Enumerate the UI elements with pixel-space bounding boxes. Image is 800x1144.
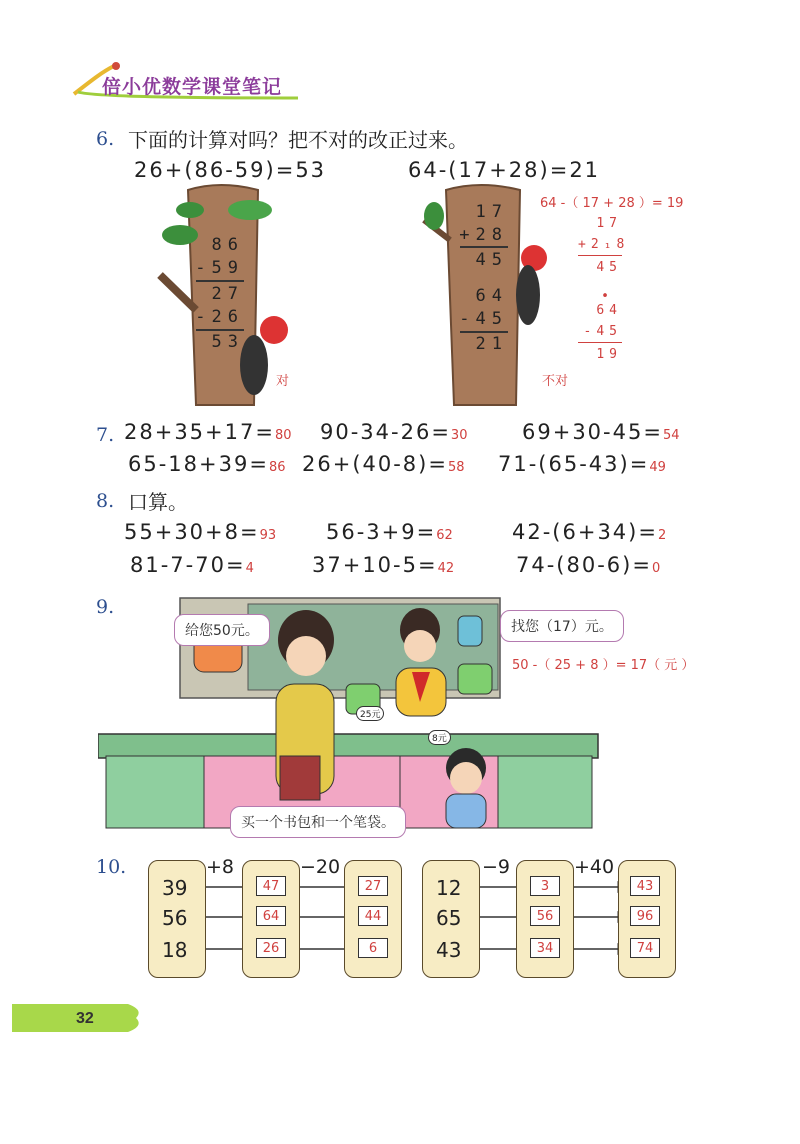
calc-right-rule-1 — [460, 246, 508, 248]
calc-right-line-1: 17 — [475, 202, 508, 222]
price-tag-bag: 25元 — [356, 706, 384, 721]
q10-left-out-3: 6 — [358, 938, 388, 958]
q10-right-out-1: 43 — [630, 876, 660, 896]
q10-left-input-2: 56 — [162, 906, 188, 930]
fix-calc-2: +2₁8 — [578, 237, 630, 252]
q10-right-input-1: 12 — [436, 876, 462, 900]
q6-left-expr: 26+(86-59)=53 — [134, 158, 327, 182]
q10-left-input-3: 18 — [162, 938, 188, 962]
q7-item-3: 69+30-45=54 — [522, 420, 680, 444]
calc-left-rule-1 — [196, 280, 244, 282]
q10-left-out-1: 27 — [358, 876, 388, 896]
fix-calc-6: 19 — [596, 347, 622, 362]
q10-left-mid-2: 64 — [256, 906, 286, 926]
q10-right-mid-1: 3 — [530, 876, 560, 896]
fix-calc-borrow-dot: • — [601, 289, 614, 304]
q7-item-4: 65-18+39=86 — [128, 452, 286, 476]
speech-bubble-teacher: 给您50元。 — [174, 614, 270, 646]
calc-left-line-4: -26 — [195, 307, 244, 327]
calc-right-line-3: 45 — [475, 250, 508, 270]
speech-bubble-boy: 买一个书包和一个笔袋。 — [230, 806, 406, 838]
q8-item-6: 74-(80-6)=0 — [516, 553, 661, 577]
verdict-right: 不对 — [542, 374, 569, 389]
price-tag-pencil: 8元 — [428, 730, 451, 745]
fix-rule-2 — [578, 342, 622, 343]
q6-number: 6. — [96, 128, 115, 150]
verdict-left: 对 — [276, 374, 290, 389]
q10-right-mid-3: 34 — [530, 938, 560, 958]
q10-right-op2: +40 — [574, 856, 615, 878]
q9-equation: 50 -（ 25 + 8 ）= 17（ 元 ） — [512, 658, 695, 673]
q10-left-op1: +8 — [206, 856, 235, 878]
q10-right-input-2: 65 — [436, 906, 462, 930]
q7-item-5: 26+(40-8)=58 — [302, 452, 465, 476]
q10-left-mid-3: 26 — [256, 938, 286, 958]
q10-right-out-2: 96 — [630, 906, 660, 926]
calc-right-line-4: 64 — [475, 286, 508, 306]
q10-arrows — [148, 860, 688, 980]
q8-item-3: 42-(6+34)=2 — [512, 520, 667, 544]
q9-number: 9. — [96, 596, 115, 618]
q8-item-2: 56-3+9=62 — [326, 520, 453, 544]
q7-item-1: 28+35+17=80 — [124, 420, 292, 444]
q8-item-1: 55+30+8=93 — [124, 520, 277, 544]
q7-item-2: 90-34-26=30 — [320, 420, 468, 444]
calc-right-line-2: +28 — [459, 225, 508, 245]
q10-left-input-1: 39 — [162, 876, 188, 900]
q10-right-mid-2: 56 — [530, 906, 560, 926]
q10-number: 10. — [96, 856, 127, 878]
calc-left-line-1: 86 — [211, 235, 244, 255]
q8-prompt: 口算。 — [128, 490, 188, 514]
q7-item-6: 71-(65-43)=49 — [498, 452, 666, 476]
q6-prompt: 下面的计算对吗？把不对的改正过来。 — [128, 128, 468, 152]
q10-right-out-3: 74 — [630, 938, 660, 958]
fix-expr: 64 -（ 17 + 28 ）= 19 — [540, 196, 684, 211]
q8-item-4: 81-7-70=4 — [130, 553, 254, 577]
calc-left-line-3: 27 — [211, 284, 244, 304]
q10-left-out-2: 44 — [358, 906, 388, 926]
q10-right-op1: −9 — [482, 856, 511, 878]
calc-right-line-5: -45 — [459, 309, 508, 329]
q6-right-expr: 64-(17+28)=21 — [408, 158, 601, 182]
q10-left-op2: −20 — [300, 856, 341, 878]
fix-calc-4: 64 — [596, 303, 622, 318]
fix-calc-1: 17 — [596, 216, 622, 231]
calc-left-line-5: 53 — [211, 332, 244, 352]
fix-rule-1 — [578, 255, 622, 256]
q8-number: 8. — [96, 490, 115, 512]
header-title: 倍小优数学课堂笔记 — [102, 76, 283, 98]
calc-left-line-2: -59 — [195, 258, 244, 278]
q8-item-5: 37+10-5=42 — [312, 553, 455, 577]
q10-left-mid-1: 47 — [256, 876, 286, 896]
page-number: 32 — [76, 1010, 94, 1027]
speech-bubble-clerk: 找您（17）元。 — [500, 610, 624, 642]
q10-right-input-3: 43 — [436, 938, 462, 962]
calc-right-line-6: 21 — [475, 334, 508, 354]
q7-number: 7. — [96, 424, 115, 446]
fix-calc-5: -45 — [583, 324, 622, 339]
fix-calc-3: 45 — [596, 260, 622, 275]
